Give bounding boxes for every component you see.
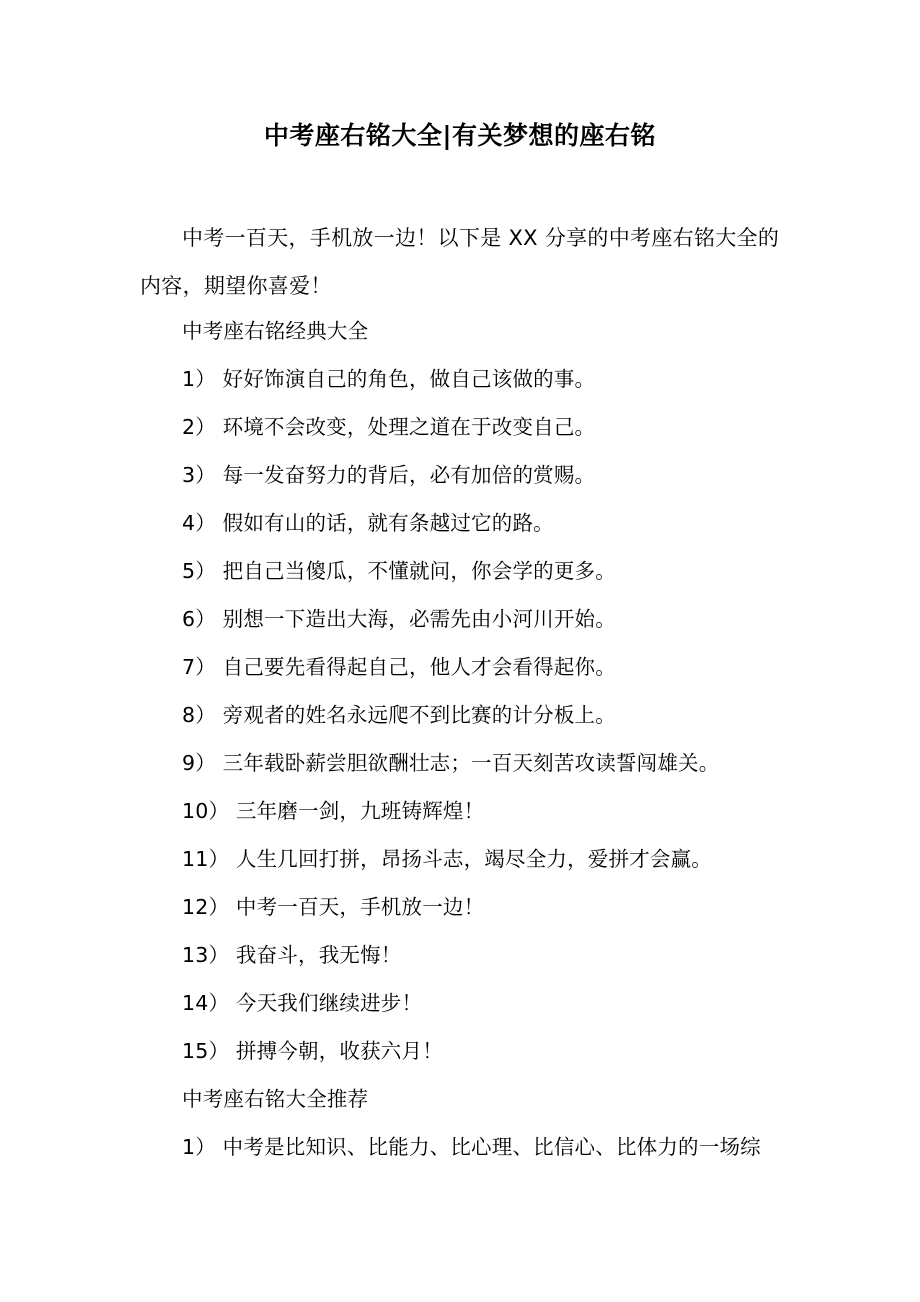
list-item: 1） 中考是比知识、比能力、比心理、比信心、比体力的一场综: [182, 1135, 761, 1159]
list-item: 1） 好好饰演自己的角色，做自己该做的事。: [182, 367, 596, 391]
list-item: 8） 旁观者的姓名永远爬不到比赛的计分板上。: [182, 703, 616, 727]
section-heading-recommend: 中考座右铭大全推荐: [182, 1087, 369, 1111]
page-title: 中考座右铭大全|有关梦想的座右铭: [263, 121, 657, 150]
list-item: 9） 三年载卧薪尝胆欲酬壮志；一百天刻苦攻读誓闯雄关。: [182, 751, 720, 775]
list-item: 6） 别想一下造出大海，必需先由小河川开始。: [182, 607, 616, 631]
list-item: 2） 环境不会改变，处理之道在于改变自己。: [182, 415, 596, 439]
list-item: 7） 自己要先看得起自己，他人才会看得起你。: [182, 655, 616, 679]
list-item: 15） 拼搏今朝，收获六月！: [182, 1039, 443, 1063]
list-item: 5） 把自己当傻瓜，不懂就问，你会学的更多。: [182, 559, 616, 583]
list-item: 13） 我奋斗，我无悔！: [182, 943, 402, 967]
list-item: 12） 中考一百天，手机放一边！: [182, 895, 485, 919]
list-item: 14） 今天我们继续进步！: [182, 991, 423, 1015]
list-item: 4） 假如有山的话，就有条越过它的路。: [182, 511, 554, 535]
list-item: 10） 三年磨一剑，九班铸辉煌！: [182, 799, 485, 823]
list-item: 3） 每一发奋努力的背后，必有加倍的赏赐。: [182, 463, 596, 487]
section-heading-classic: 中考座右铭经典大全: [182, 319, 369, 343]
list-item: 11） 人生几回打拼，昂扬斗志，竭尽全力，爱拼才会赢。: [182, 847, 713, 871]
intro-paragraph: 中考一百天，手机放一边！以下是 XX 分享的中考座右铭大全的内容，期望你喜爱！: [140, 226, 780, 298]
